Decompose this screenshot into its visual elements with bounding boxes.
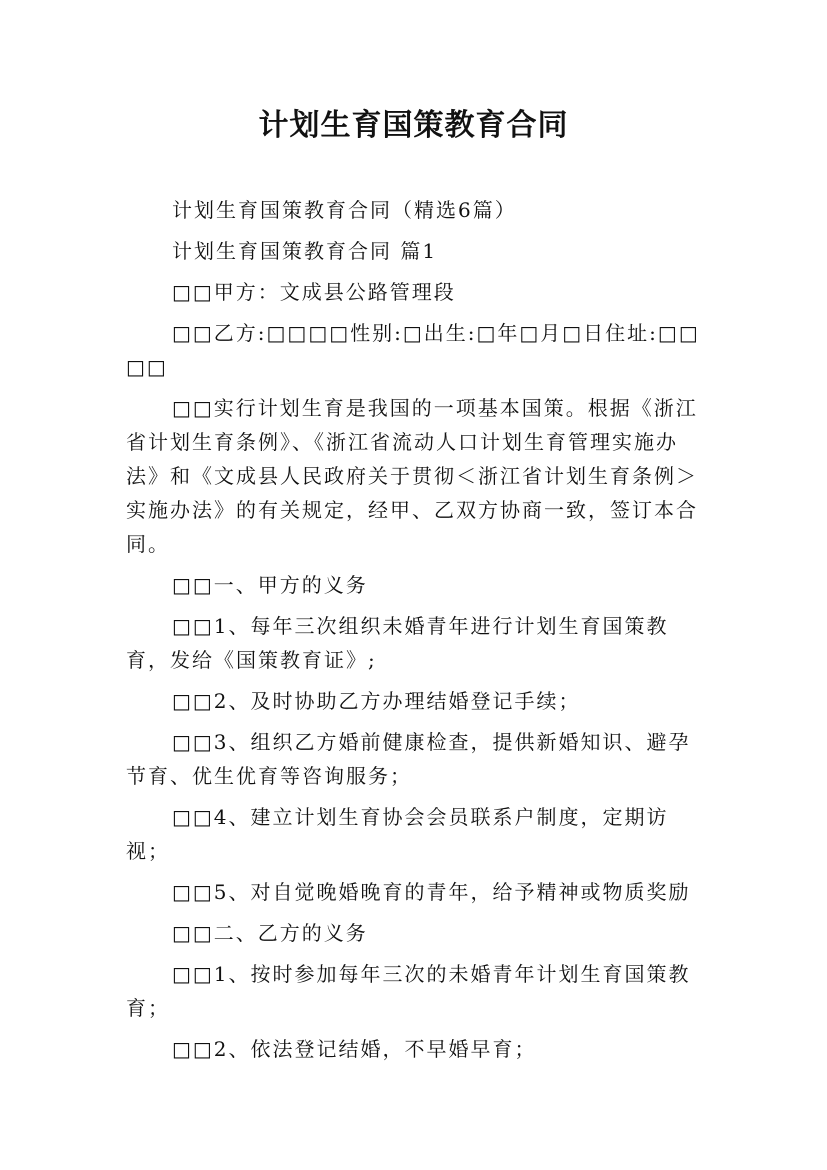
paragraph-party-b-duty-2: □□2、依法登记结婚，不早婚早育； [172, 1037, 537, 1061]
paragraph-party-a-duty-5: □□5、对自觉晚婚晚育的青年，给予精神或物质奖励 [172, 880, 691, 904]
paragraph-party-b-duties-heading: □□二、乙方的义务 [172, 921, 368, 945]
paragraph-preamble: □□实行计划生育是我国的一项基本国策。根据《浙江省计划生育条例》、《浙江省流动人口计划生育管理实施办法》和《文成县人民政府关于贯彻＜浙江省计划生育条例＞实施办法》的有关规定，经甲、乙双方协商一致，签订本合同。 [126, 396, 698, 556]
paragraph-party-b-duty-1: □□1、按时参加每年三次的未婚青年计划生育国策教育； [126, 962, 691, 1020]
paragraph-party-a-duty-4: □□4、建立计划生育协会会员联系户制度，定期访视； [126, 805, 669, 863]
paragraph-party-a-duty-2: □□2、及时协助乙方办理结婚登记手续； [172, 689, 581, 713]
paragraph-party-b: □□乙方:□□□□性别:□出生:□年□月□日住址:□□□□ [126, 321, 700, 379]
paragraph-party-a-duty-1: □□1、每年三次组织未婚青年进行计划生育国策教育，发给《国策教育证》; [126, 614, 669, 672]
paragraph-party-a-duty-3: □□3、组织乙方婚前健康检查，提供新婚知识、避孕节育、优生优育等咨询服务； [126, 730, 691, 788]
document-title: 计划生育国策教育合同 [258, 108, 569, 143]
paragraph-section-heading: 计划生育国策教育合同 篇1 [172, 239, 438, 263]
paragraph-party-a: □□甲方：文成县公路管理段 [172, 280, 456, 304]
paragraph-party-a-duties-heading: □□一、甲方的义务 [172, 573, 368, 597]
document-body [126, 193, 706, 1073]
paragraph-subtitle: 计划生育国策教育合同（精选6篇） [172, 198, 517, 222]
